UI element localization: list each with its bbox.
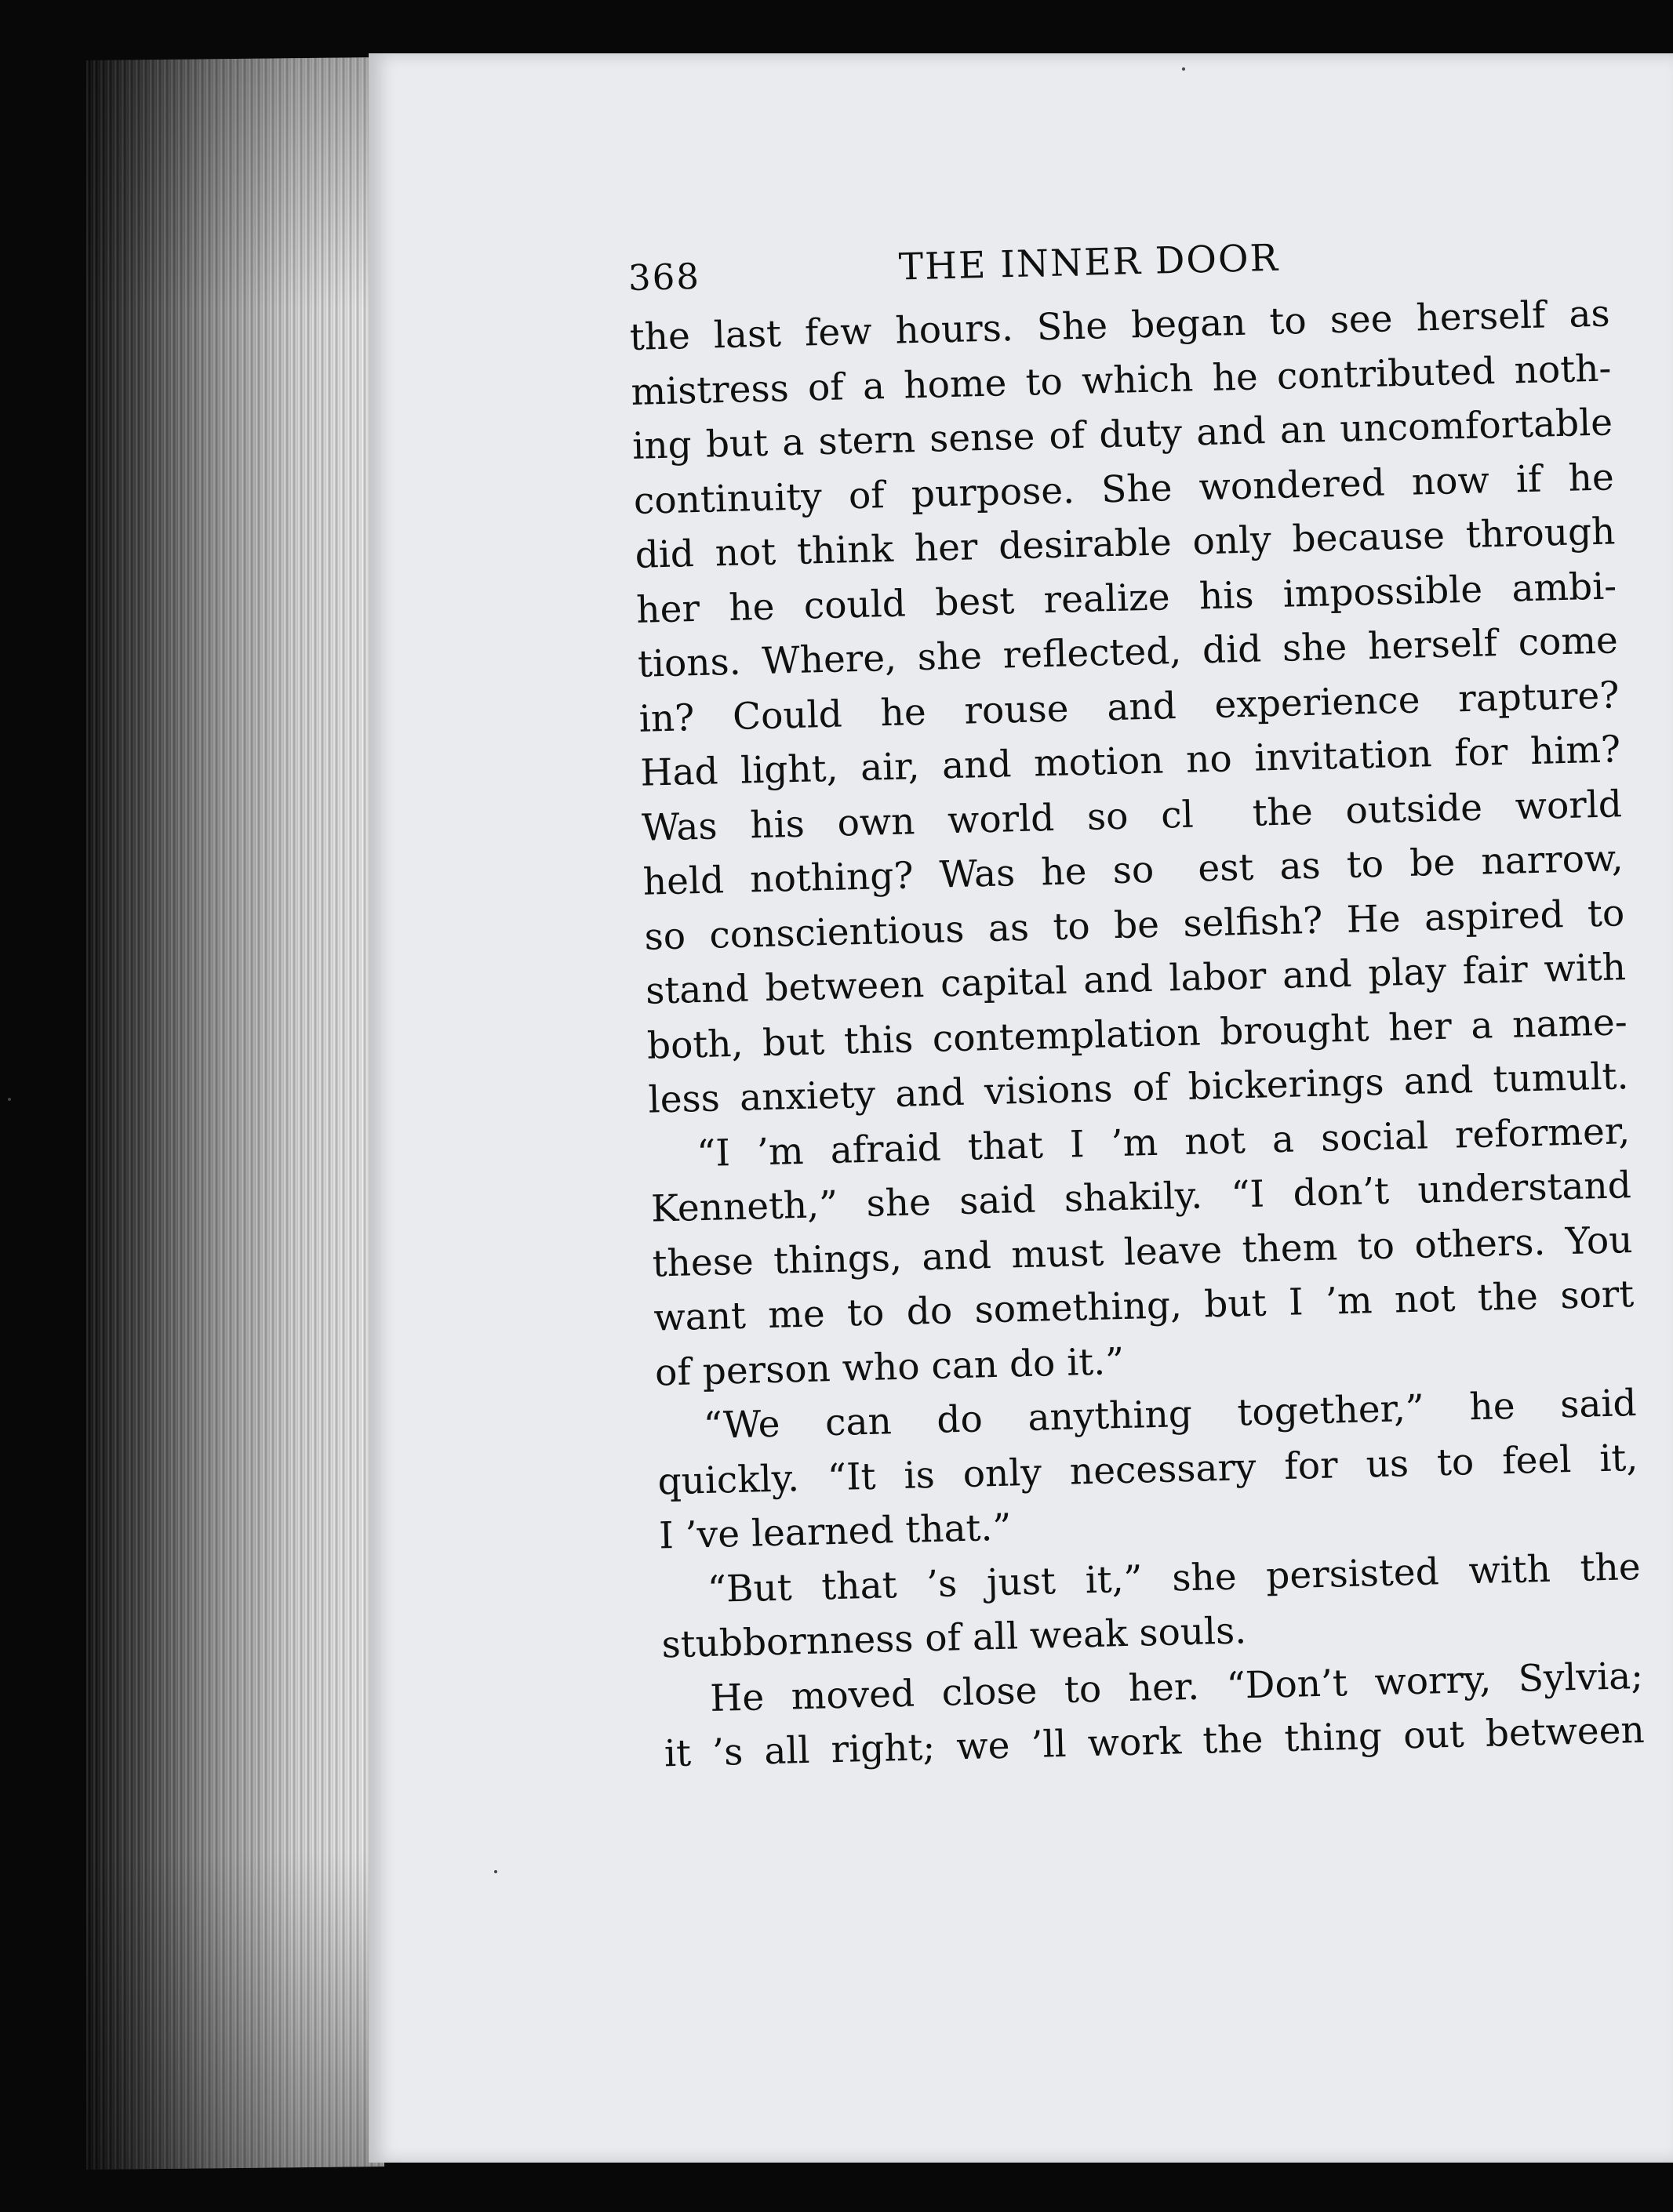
text-line: in? Could he rouse and experience rapture?	[638, 673, 1620, 741]
text-line: did not think her desirable only because through	[635, 510, 1616, 577]
text-line: Had light, air, and motion no invitation for him?	[639, 728, 1621, 795]
page-number: 368	[627, 255, 701, 299]
text-line: tions. Where, she reflected, did she herself come	[637, 619, 1619, 686]
text-line: the last few hours. She began to see herself as	[629, 292, 1611, 359]
text-line: these things, and must leave them to others. You	[652, 1218, 1634, 1286]
text-line: mistress of a home to which he contributed noth-	[630, 346, 1612, 414]
text-line: so conscientious as to be selfish? He aspired to	[643, 891, 1625, 959]
page-text-block	[627, 220, 1673, 1781]
text-line: both, but this contemplation brought her a name-	[646, 1000, 1628, 1068]
text-line: He moved close to her. “Don’t worry, Sylvia;	[709, 1654, 1644, 1720]
text-line: ing but a stern sense of duty and an uncomfortable	[631, 401, 1613, 468]
text-line: “We can do anything together,” he said	[703, 1382, 1638, 1448]
text-line: quickly. “It is only necessary for us to feel it,	[656, 1436, 1638, 1504]
running-title: THE INNER DOOR	[898, 236, 1280, 289]
text-line: stubbornness of all weak souls.	[660, 1609, 1247, 1667]
dust-speck	[1182, 67, 1185, 71]
text-line: less anxiety and visions of bickerings and tumult.	[647, 1055, 1629, 1122]
text-line: Kenneth,” she said shakily. “I don’t understand	[650, 1164, 1632, 1231]
dust-speck	[8, 1098, 11, 1101]
text-line: I ’ve learned that.”	[658, 1506, 1013, 1558]
text-line: held nothing? Was he so est as to be narrow,	[642, 837, 1624, 904]
text-line: continuity of purpose. She wondered now if he	[633, 455, 1615, 523]
text-line: of person who can do it.”	[654, 1339, 1125, 1395]
text-line: “But that ’s just it,” she persisted with the	[707, 1545, 1642, 1611]
text-line: her he could best realize his impossible ambi-	[635, 564, 1617, 632]
text-line: stand between capital and labor and play fair with	[645, 946, 1627, 1013]
dust-speck	[494, 1870, 497, 1873]
text-line: it ’s all right; we ’ll work the thing out between	[664, 1708, 1646, 1776]
text-line: Was his own world so cl the outside world	[641, 782, 1623, 850]
text-line: want me to do something, but I ’m not the sort	[653, 1273, 1635, 1340]
page-edges-shadow	[86, 57, 384, 2170]
text-line: “I ’m afraid that I ’m not a social reformer,	[696, 1109, 1631, 1175]
